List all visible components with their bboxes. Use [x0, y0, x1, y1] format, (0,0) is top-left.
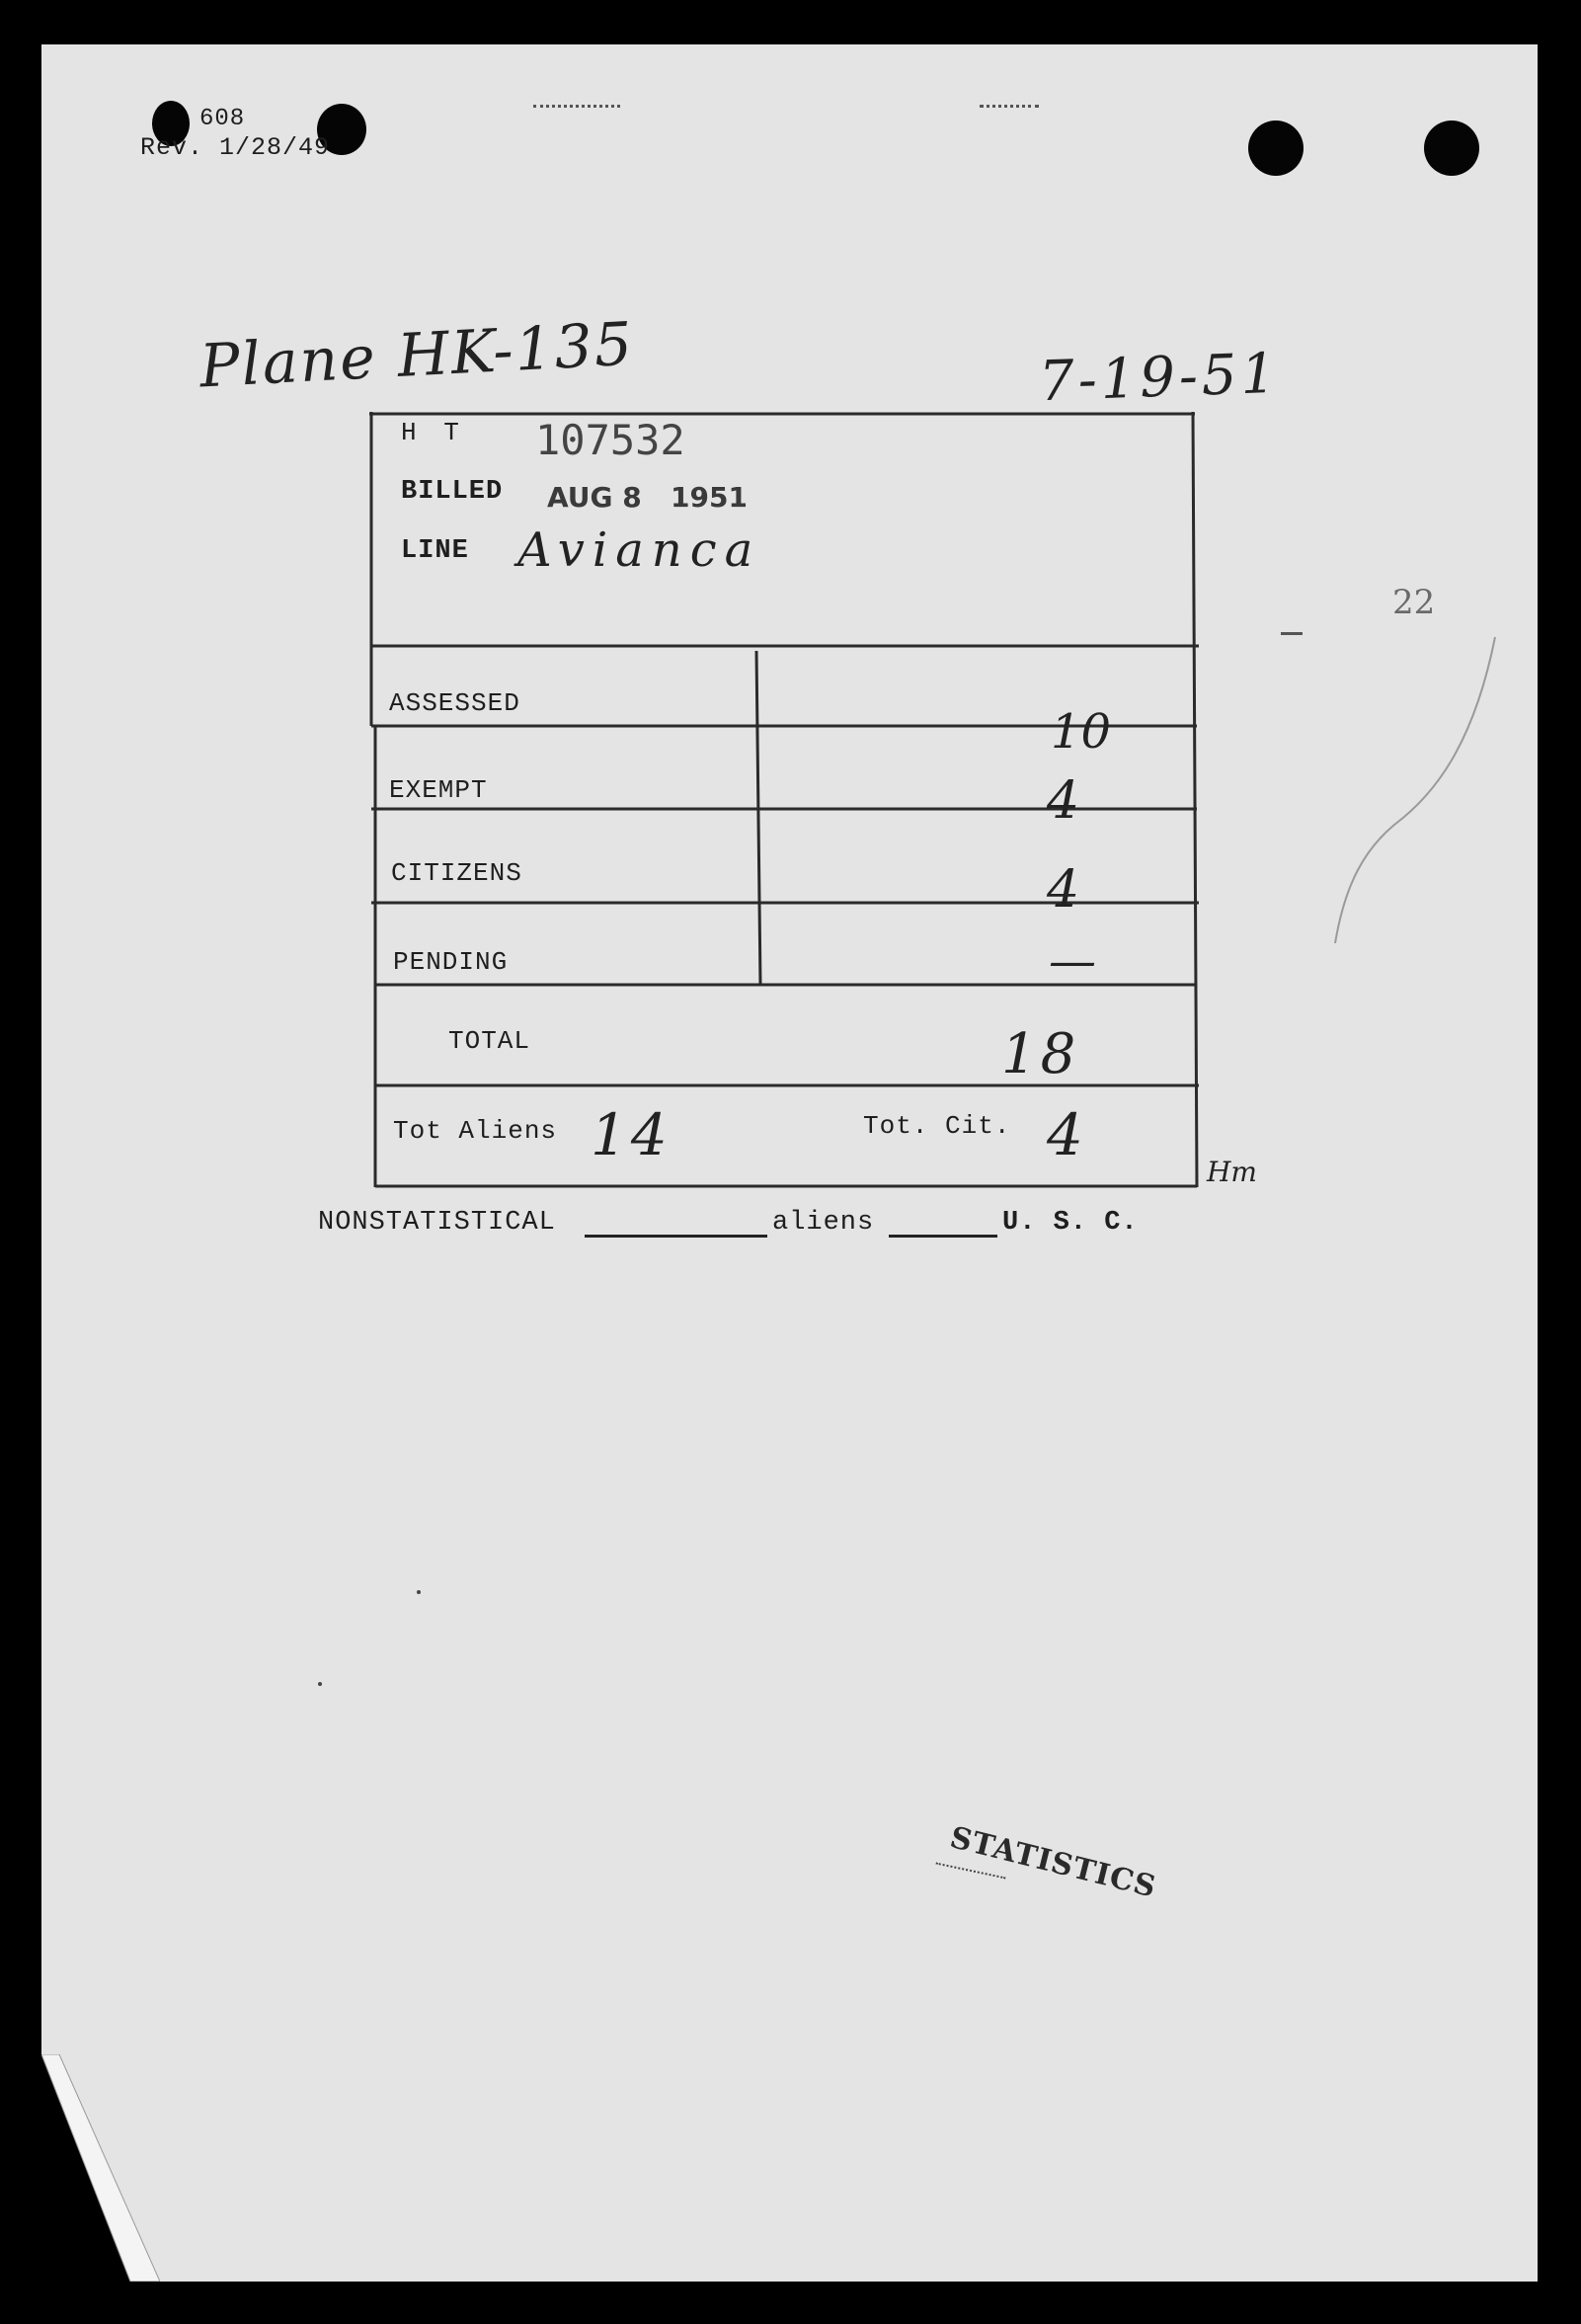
initials-handwritten: Hm — [1207, 1156, 1257, 1188]
date-handwritten: 7-19-51 — [1037, 341, 1282, 415]
row-label-assessed: ASSESSED — [389, 688, 520, 718]
row-label-pending: PENDING — [393, 947, 509, 977]
statistics-stamp: STATISTICS — [946, 1820, 1160, 1905]
form-revision: Rev. 1/28/49 — [140, 133, 331, 162]
tot-aliens-label: Tot Aliens — [393, 1116, 558, 1146]
line-label: LINE — [401, 536, 469, 566]
punch-hole-right-2 — [1424, 120, 1479, 176]
billed-date: AUG 8 1951 — [547, 481, 748, 514]
tot-cit-label: Tot. Cit. — [863, 1111, 1011, 1141]
pencil-curve — [1325, 627, 1523, 953]
row-value-exempt: 4 — [1047, 771, 1080, 831]
tot-aliens-value: 14 — [591, 1101, 672, 1168]
form-number: 608 — [199, 106, 246, 132]
plane-handwritten: Plane HK-135 — [198, 309, 636, 402]
nonstat-blank-1 — [585, 1235, 767, 1238]
row-label-exempt: EXEMPT — [389, 775, 488, 805]
ht-number: 107532 — [535, 416, 685, 464]
row-label-citizens: CITIZENS — [391, 858, 522, 888]
stray-dot-1 — [417, 1590, 421, 1594]
nonstat-label: NONSTATISTICAL — [318, 1208, 556, 1238]
folded-corner — [41, 2054, 160, 2282]
row-value-citizens: 4 — [1047, 860, 1080, 920]
row-value-assessed: 10 — [1051, 704, 1112, 760]
document-page — [41, 44, 1538, 2282]
total-value: 18 — [1001, 1022, 1080, 1086]
margin-dash — [1281, 632, 1303, 635]
stray-dot-2 — [318, 1682, 322, 1686]
tot-cit-value: 4 — [1047, 1101, 1083, 1168]
punch-hole-right-1 — [1248, 120, 1304, 176]
top-mark-right — [980, 105, 1039, 110]
margin-number: 22 — [1392, 583, 1436, 622]
line-value-handwritten: Avianca — [517, 522, 761, 578]
top-mark-left — [533, 105, 620, 110]
ht-label: H T — [401, 418, 465, 447]
row-value-pending: — — [1049, 933, 1096, 989]
aliens-label: aliens — [772, 1208, 875, 1238]
billed-label: BILLED — [401, 477, 504, 507]
usc-label: U. S. C. — [1002, 1208, 1139, 1238]
total-label: TOTAL — [448, 1026, 531, 1056]
nonstat-blank-2 — [889, 1235, 997, 1238]
